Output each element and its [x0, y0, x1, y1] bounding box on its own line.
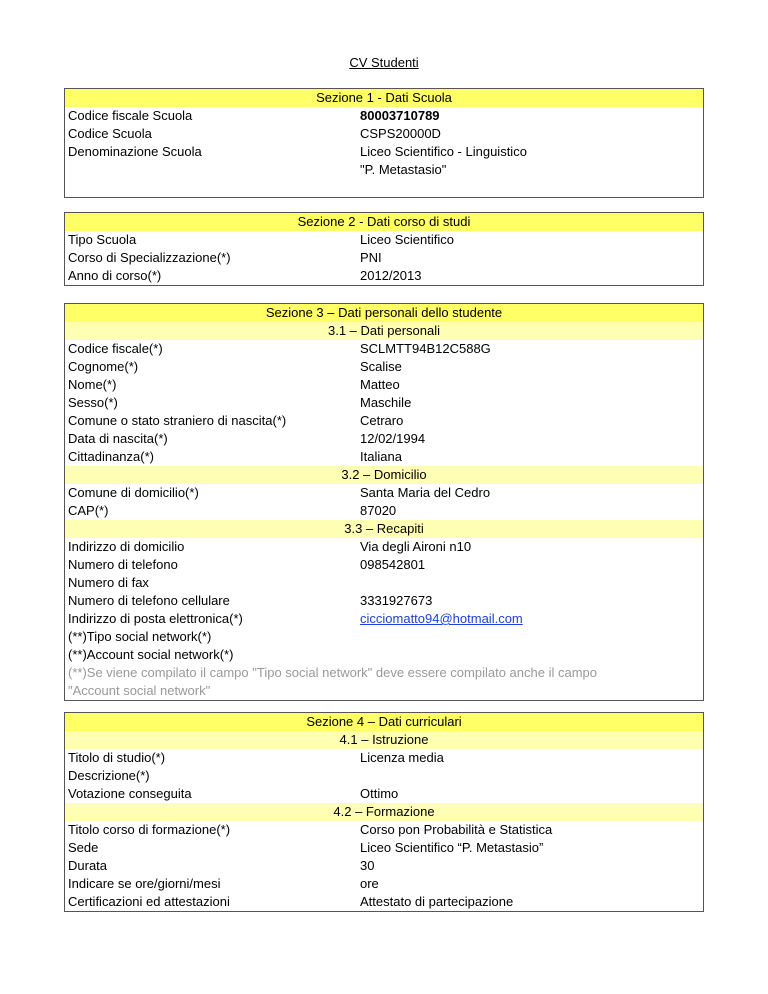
- row-value: 80003710789: [360, 108, 440, 123]
- row-value: Via degli Aironi n10: [360, 539, 472, 554]
- row-value: Liceo Scientifico: [360, 232, 454, 247]
- table-row: [65, 267, 703, 285]
- table-row: [65, 538, 703, 556]
- table-row: [65, 592, 703, 610]
- row-value: Matteo: [360, 377, 400, 392]
- row-value: [358, 574, 703, 592]
- table-row: [65, 340, 703, 358]
- row-label: Codice Scuola: [68, 126, 152, 141]
- row-label: Numero di fax: [68, 575, 149, 590]
- row-value: PNI: [360, 250, 382, 265]
- section-2-table: [64, 212, 704, 286]
- row-value: Cetraro: [360, 413, 404, 428]
- table-row: [65, 767, 703, 785]
- row-value: SCLMTT94B12C588G: [360, 341, 491, 356]
- row-label: Comune o stato straniero di nascita(*): [68, 413, 287, 428]
- row-label: Cognome(*): [68, 359, 139, 374]
- table-row: [65, 125, 703, 143]
- section-3-header: Sezione 3 – Dati personali dello studente: [65, 304, 703, 322]
- row-label: (**)Account social network(*): [68, 647, 234, 662]
- row-value: 3331927673: [360, 593, 433, 608]
- row-label: Titolo corso di formazione(*): [68, 822, 231, 837]
- table-row: [65, 857, 703, 875]
- row-label: Indirizzo di posta elettronica(*): [68, 611, 243, 626]
- table-row: [65, 412, 703, 430]
- table-row: [65, 839, 703, 857]
- table-row: [65, 143, 703, 161]
- row-value: 87020: [360, 503, 397, 518]
- table-row: [65, 646, 703, 664]
- table-row: [65, 484, 703, 502]
- row-value: Attestato di partecipazione: [360, 894, 514, 909]
- table-row: [65, 785, 703, 803]
- row-label: Data di nascita(*): [68, 431, 168, 446]
- row-label: Votazione conseguita: [68, 786, 192, 801]
- row-label: (**)Tipo social network(*): [68, 629, 212, 644]
- row-label: Indirizzo di domicilio: [68, 539, 185, 554]
- section-4-table: [64, 712, 704, 912]
- table-row: [65, 376, 703, 394]
- section-4-header: Sezione 4 – Dati curriculari: [65, 713, 703, 731]
- row-label: Denominazione Scuola: [68, 144, 202, 159]
- row-label: Codice fiscale(*): [68, 341, 163, 356]
- table-row: [65, 358, 703, 376]
- row-label: Certificazioni ed attestazioni: [68, 894, 230, 909]
- table-row: [65, 231, 703, 249]
- row-value: CSPS20000D: [360, 126, 441, 141]
- document-title: CV Studenti: [349, 55, 419, 70]
- table-row: [65, 556, 703, 574]
- table-row: [65, 628, 703, 646]
- row-label: Anno di corso(*): [68, 268, 162, 283]
- section-3-table: [64, 303, 704, 701]
- row-label: Numero di telefono cellulare: [68, 593, 230, 608]
- table-row: [65, 749, 703, 767]
- row-label: Sesso(*): [68, 395, 118, 410]
- row-value: 12/02/1994: [360, 431, 426, 446]
- row-value: Ottimo: [360, 786, 399, 801]
- row-label: Sede: [68, 840, 99, 855]
- row-value: [358, 628, 703, 646]
- social-network-note-line-2: "Account social network": [68, 683, 211, 698]
- row-label: Codice fiscale Scuola: [68, 108, 193, 123]
- table-row: [65, 574, 703, 592]
- subsection-4-1-header: 4.1 – Istruzione: [65, 731, 703, 749]
- table-row: [65, 875, 703, 893]
- table-row: [65, 394, 703, 412]
- row-value: Maschile: [360, 395, 412, 410]
- row-value: Scalise: [360, 359, 402, 374]
- row-value: Licenza media: [360, 750, 444, 765]
- row-value: [358, 646, 703, 664]
- row-label: Titolo di studio(*): [68, 750, 166, 765]
- table-row: [65, 249, 703, 267]
- subsection-3-2-header: 3.2 – Domicilio: [65, 466, 703, 484]
- email-link[interactable]: cicciomatto94@hotmail.com: [360, 611, 523, 626]
- row-value: Liceo Scientifico - Linguistico: [360, 144, 527, 159]
- section-2-header: Sezione 2 - Dati corso di studi: [65, 213, 703, 231]
- row-label: Nome(*): [68, 377, 117, 392]
- row-label: Descrizione(*): [68, 768, 150, 783]
- table-row: [65, 502, 703, 520]
- section-1-header: Sezione 1 - Dati Scuola: [65, 89, 703, 107]
- subsection-3-1-header: 3.1 – Dati personali: [65, 322, 703, 340]
- row-label: CAP(*): [68, 503, 109, 518]
- row-value: Italiana: [360, 449, 402, 464]
- row-label: [65, 161, 358, 179]
- subsection-4-2-header: 4.2 – Formazione: [65, 803, 703, 821]
- row-label: Corso di Specializzazione(*): [68, 250, 231, 265]
- row-label: Tipo Scuola: [68, 232, 137, 247]
- row-value: 30: [360, 858, 375, 873]
- social-network-note-line-1: (**)Se viene compilato il campo "Tipo social network" deve essere compilato anche il campo: [68, 665, 597, 680]
- subsection-3-3-header: 3.3 – Recapiti: [65, 520, 703, 538]
- row-value: Liceo Scientifico “P. Metastasio”: [360, 840, 544, 855]
- table-row: [65, 430, 703, 448]
- row-value: Corso pon Probabilità e Statistica: [360, 822, 553, 837]
- table-row: [65, 821, 703, 839]
- row-value: Santa Maria del Cedro: [360, 485, 491, 500]
- table-row: [65, 448, 703, 466]
- section-1-table: [64, 88, 704, 198]
- row-value: 2012/2013: [360, 268, 422, 283]
- table-row: [65, 161, 703, 179]
- table-row: [65, 893, 703, 911]
- row-value: 098542801: [360, 557, 426, 572]
- row-label: Cittadinanza(*): [68, 449, 154, 464]
- row-label: Durata: [68, 858, 108, 873]
- row-label: Indicare se ore/giorni/mesi: [68, 876, 221, 891]
- row-value: [358, 767, 703, 785]
- table-row-blank: [65, 179, 703, 197]
- row-value-continued: "P. Metastasio": [360, 162, 447, 177]
- table-row: [65, 107, 703, 125]
- row-label: Numero di telefono: [68, 557, 178, 572]
- table-row: [65, 610, 703, 628]
- row-label: Comune di domicilio(*): [68, 485, 199, 500]
- row-value: ore: [360, 876, 379, 891]
